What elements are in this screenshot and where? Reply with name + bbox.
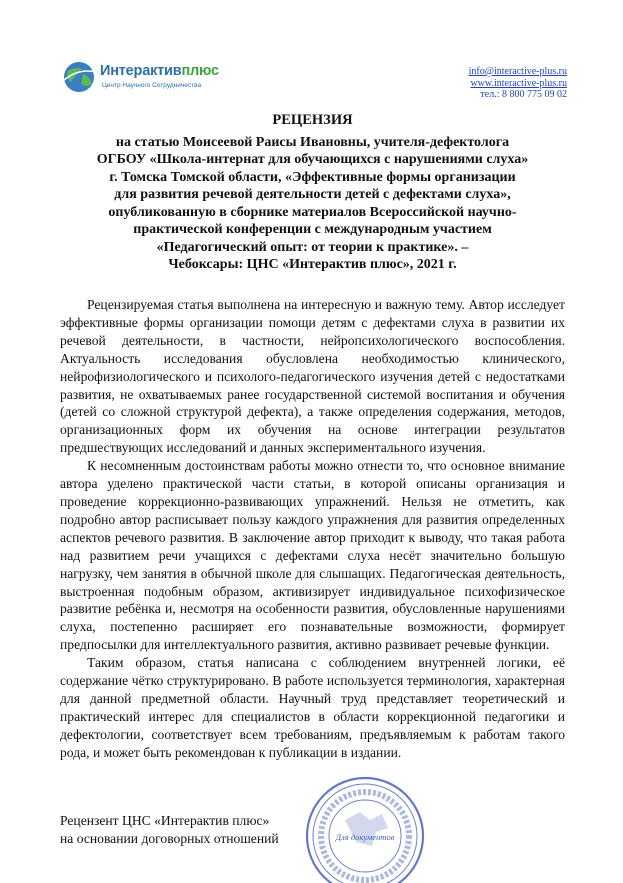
header-line: для развития речевой деятельности детей с дефектами слуха»,	[114, 187, 511, 202]
body-paragraph: К несомненным достоинствам работы можно отнести то, что основное внимание автора уделено практической части статьи, в которой описаны организация и проведение коррекционно-развивающих упражнений. Нельзя не отметить, как подробно автор расписывает пользу каждого упражнения для развития определенных аспектов речевого развития. В заключение автор приходит к выводу, что такая работа над развитием речи учащихся с дефектами слуха несёт значительно большую нагрузку, чем занятия в обычной школе для слышащих. Педагогическая деятельность, выстроенная подобным образом, активизирует индивидуальное психофизическое развитие ребёнка и, несмотря на особенности развития, обусловленные нарушениями слуха, постепенно расширяет его познавательные возможности, формирует предпосылки для интеллектуального развития, активно развивает речевые функции.	[60, 458, 565, 653]
organization-logo	[62, 60, 232, 94]
phone-number: тел.: 8 800 775 09 02	[480, 89, 567, 100]
header-line: на статью Моисеевой Раисы Ивановны, учителя-дефектолога	[115, 134, 510, 150]
official-stamp	[300, 770, 430, 883]
contact-block	[469, 66, 567, 101]
reviewer-line: Рецензент ЦНС «Интерактив плюс»	[60, 813, 270, 828]
body-paragraph: Рецензируемая статья выполнена на интересную и важную тему. Автор исследует эффективные формы организации помощи детям с дефектами слуха в развитии их речевой деятельности, в частности, нейропсихологического воспособления. Актуальность исследования обусловлена необходимостью клинического, нейрофизиологического и психолого-педагогического изучения детей с недостатками развития, не охватываемых ранее государственной системой воспитания и обучения (детей со сложной структурой дефекта), а также определения содержания, методов, организационных форм их обучения на основе интеграции результатов предшествующих исследований и данных экспериментального изучения.	[60, 297, 565, 456]
document-title: РЕЦЕНЗИЯ	[272, 112, 353, 128]
logo-name-main: Интерактив	[100, 63, 182, 79]
stamp-center-text: Для документов	[335, 832, 395, 842]
body-paragraph: Таким образом, статья написана с соблюдением внутренней логики, её содержание чётко структурировано. В работе используется терминология, характерная для данной предметной области. Научный труд представляет теоретический и практический интерес для специалистов в области коррекционной педагогики и дефектологии, соответствует всем требованиям, предъявляемым к работам такого рода, и может быть рекомендован к публикации в издании.	[60, 655, 565, 760]
email-link[interactable]: info@interactive-plus.ru	[468, 66, 567, 77]
document-header	[60, 112, 565, 274]
website-link[interactable]: www.interactive-plus.ru	[470, 77, 567, 89]
reviewer-basis-line: на основании договорных отношений	[60, 830, 279, 846]
globe-logo-icon	[62, 60, 98, 94]
header-line: Чебоксары: ЦНС «Интерактив плюс», 2021 г.	[168, 257, 457, 272]
header-line: опубликованную в сборнике материалов Всероссийской научно-	[108, 204, 517, 220]
review-body	[60, 296, 565, 762]
header-line: ОГБОУ «Школа-интернат для обучающихся с нарушениями слуха»	[96, 152, 529, 167]
header-line: «Педагогический опыт: от теории к практике». –	[156, 239, 469, 255]
reviewer-signature-block	[60, 812, 279, 847]
logo-wordmark	[100, 63, 219, 79]
header-line: г. Томска Томской области, «Эффективные формы организации	[109, 169, 516, 185]
logo-subtitle: Центр Научного Сотрудничества	[102, 82, 202, 89]
header-line: практической конференции с международным участием	[133, 222, 492, 237]
logo-name-plus: плюс	[181, 63, 219, 79]
